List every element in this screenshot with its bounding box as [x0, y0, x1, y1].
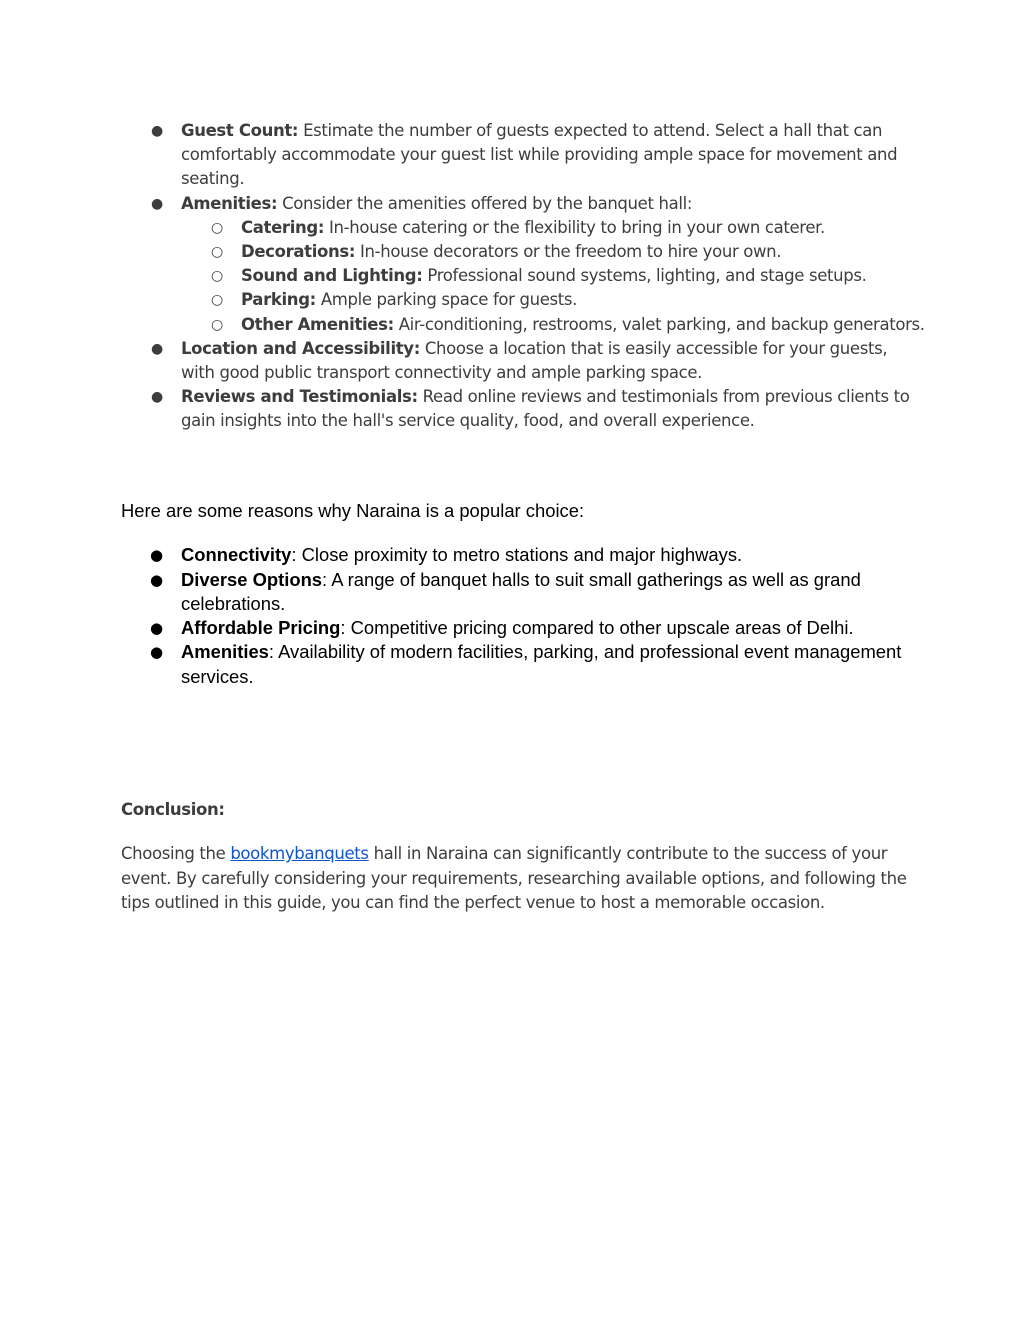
item-text: : Competitive pricing compared to other upscale areas of Delhi.: [340, 617, 854, 639]
bullet-icon: ●: [150, 619, 164, 638]
item-text: : A range of banquet halls to suit small gatherings as well as grand celebrations.: [181, 568, 861, 614]
reason-item-affordable-pricing: [0, 616, 1024, 640]
item-text: Choose a location that is easily accessible for your guests, with good public transport connectivity and ample parking space.: [181, 338, 888, 383]
sub-item-catering: [0, 216, 1024, 240]
bullet-icon: ●: [150, 643, 164, 662]
list-item-reviews: [0, 385, 1024, 433]
item-text: Read online reviews and testimonials from previous clients to gain insights into the hall's service quality, food, and overall experience.: [181, 387, 910, 431]
bullet-icon: ●: [150, 570, 164, 589]
item-label: Guest Count:: [181, 121, 299, 140]
list-item-amenities: [0, 192, 1024, 216]
item-label: Amenities:: [181, 193, 278, 213]
bullet-icon: ●: [150, 546, 164, 565]
item-text: In-house decorators or the freedom to hire your own.: [360, 242, 782, 262]
sub-item-parking: [0, 288, 1024, 312]
bullet-icon: ●: [151, 389, 163, 406]
hollow-bullet-icon: ○: [211, 219, 223, 236]
item-label: Reviews and Testimonials:: [181, 387, 418, 407]
sub-item-sound-lighting: [0, 264, 1024, 288]
conclusion-section: [0, 798, 1024, 915]
item-label: Diverse Options: [181, 568, 323, 590]
hollow-bullet-icon: ○: [211, 244, 223, 261]
conclusion-text-after: hall in Naraina can significantly contribute to the success of your event. By carefully considering your requirements, researching available options, and following the tips outlined in this guide, you can find the perfect venue to host a memorable occasion.: [121, 844, 907, 912]
sub-item-other-amenities: [0, 313, 1024, 337]
item-text: : Close proximity to metro stations and major highways.: [291, 544, 743, 566]
hollow-bullet-icon: ○: [211, 316, 223, 333]
item-label: Amenities: [181, 641, 269, 663]
item-label: Decorations:: [241, 242, 356, 262]
item-text: Ample parking space for guests.: [320, 290, 578, 310]
item-text: Air-conditioning, restrooms, valet parking, and backup generators.: [398, 314, 925, 334]
item-label: Affordable Pricing: [181, 617, 341, 639]
bookmybanquets-link[interactable]: bookmybanquets: [230, 844, 369, 864]
item-label: Location and Accessibility:: [181, 338, 420, 358]
reason-item-connectivity: [0, 543, 1024, 567]
list-item-guest-count: [0, 119, 1024, 192]
bullet-icon: ●: [151, 123, 163, 139]
item-text: Professional sound systems, lighting, and stage setups.: [427, 266, 867, 286]
bullet-icon: ●: [151, 340, 163, 357]
item-label: Catering:: [241, 217, 325, 237]
reason-item-diverse-options: [0, 568, 1024, 617]
item-label: Sound and Lighting:: [241, 266, 423, 286]
item-label: Other Amenities:: [241, 314, 394, 334]
item-text: In-house catering or the flexibility to bring in your own caterer.: [329, 217, 825, 237]
conclusion-paragraph: [0, 842, 1024, 915]
item-text: : Availability of modern facilities, parking, and professional event management services.: [181, 641, 902, 687]
item-text: Estimate the number of guests expected to attend. Select a hall that can comfortably accommodate your guest list while providing ample space for movement and seating.: [181, 121, 898, 189]
item-text: Consider the amenities offered by the banquet hall:: [282, 193, 693, 213]
reason-item-amenities: [0, 640, 1024, 689]
bullet-icon: ●: [151, 195, 163, 212]
reasons-intro: Here are some reasons why Naraina is a popular choice:: [121, 500, 585, 521]
hollow-bullet-icon: ○: [211, 292, 223, 309]
conclusion-text-before: Choosing the: [121, 844, 231, 864]
sub-item-decorations: [0, 240, 1024, 264]
list-item-location: [0, 337, 1024, 385]
conclusion-heading: Conclusion:: [121, 800, 225, 819]
reasons-section: [0, 499, 1024, 689]
hollow-bullet-icon: ○: [211, 268, 223, 285]
factors-list: [0, 119, 1024, 434]
item-label: Connectivity: [181, 544, 292, 566]
item-label: Parking:: [241, 290, 316, 310]
